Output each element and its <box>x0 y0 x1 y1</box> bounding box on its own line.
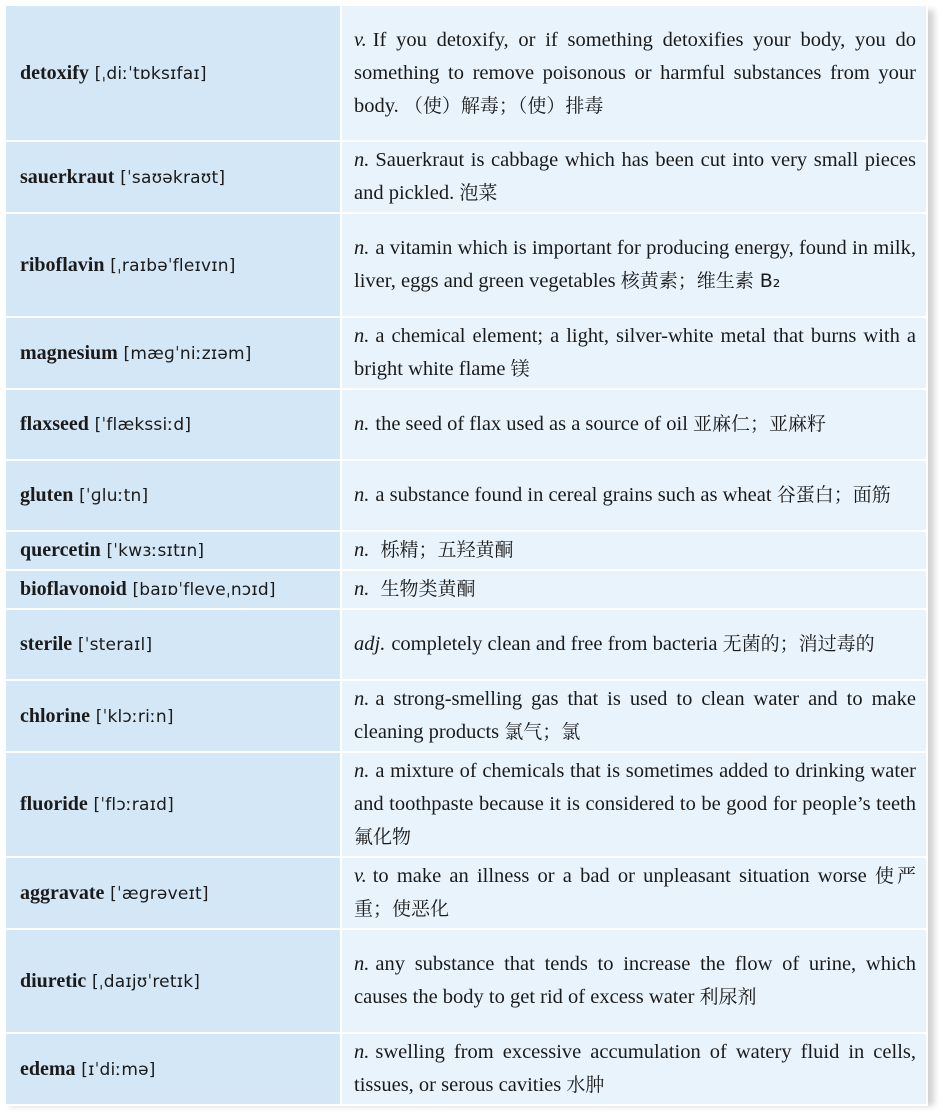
part-of-speech: n. <box>354 237 370 259</box>
term-word: aggravate <box>20 881 105 904</box>
part-of-speech: n. <box>354 953 370 975</box>
chinese-translation: 镁 <box>510 358 530 380</box>
vocabulary-table <box>4 4 928 1106</box>
term-cell <box>5 929 341 1033</box>
part-of-speech: n. <box>354 539 370 561</box>
part-of-speech: n. <box>354 413 370 435</box>
definition-text: If you detoxify, or if something detoxifies your body, you do something to remove poisonous or harmful substances from your body. <box>354 28 916 117</box>
term-word: quercetin <box>20 539 101 561</box>
table-row <box>5 857 927 929</box>
term-cell <box>5 389 341 460</box>
chinese-translation: 氯气；氯 <box>504 721 581 743</box>
term-word: riboflavin <box>20 253 105 276</box>
definition-text: to make an illness or a bad or unpleasant situation worse <box>372 865 867 887</box>
term-cell <box>5 680 341 752</box>
definition-text: completely clean and free from bacteria <box>391 633 718 655</box>
part-of-speech: n. <box>354 149 370 171</box>
term-cell <box>5 141 341 213</box>
term-word: sterile <box>20 633 73 655</box>
term-cell <box>5 531 341 570</box>
table-row <box>5 460 927 531</box>
chinese-translation: 泡菜 <box>459 182 498 204</box>
definition-cell <box>341 5 927 141</box>
definition-cell <box>341 857 927 929</box>
term-cell <box>5 570 341 609</box>
chinese-translation: 亚麻仁；亚麻籽 <box>693 413 827 435</box>
term-phonetic: [ˈkwɜːsɪtɪn] <box>106 541 205 561</box>
part-of-speech: n. <box>354 325 370 347</box>
term-word: gluten <box>20 484 74 506</box>
term-word: edema <box>20 1057 76 1080</box>
term-cell <box>5 213 341 317</box>
table-row <box>5 570 927 609</box>
term-phonetic: [ˈflɔːraɪd] <box>93 795 174 815</box>
table-row <box>5 141 927 213</box>
part-of-speech: n. <box>354 578 370 600</box>
term-word: detoxify <box>20 61 89 84</box>
definition-text: the seed of flax used as a source of oil <box>375 413 688 435</box>
chinese-translation: 核黄素；维生素 B₂ <box>620 270 781 292</box>
term-cell <box>5 752 341 857</box>
term-phonetic: [baɪɒˈfleveˌnɔɪd] <box>132 580 276 600</box>
term-phonetic: [ɪˈdiːmə] <box>81 1059 156 1080</box>
definition-cell <box>341 752 927 857</box>
chinese-translation: 栎精；五羟黄酮 <box>380 539 514 561</box>
term-word: bioflavonoid <box>20 578 127 600</box>
part-of-speech: n. <box>354 760 370 782</box>
term-cell <box>5 317 341 389</box>
chinese-translation: 使严重；使恶化 <box>354 865 916 920</box>
chinese-translation: 谷蛋白；面筋 <box>776 484 891 506</box>
definition-text: a vitamin which is important for producing energy, found in milk, liver, eggs and green vegetables <box>354 237 916 292</box>
term-cell <box>5 857 341 929</box>
table-row <box>5 5 927 141</box>
term-cell <box>5 1033 341 1105</box>
definition-text: a mixture of chemicals that is sometimes added to drinking water and toothpaste because it is considered to be good for people’s teeth <box>354 760 916 815</box>
table-row <box>5 531 927 570</box>
table-row <box>5 317 927 389</box>
term-cell <box>5 609 341 680</box>
part-of-speech: n. <box>354 1041 370 1063</box>
part-of-speech: v. <box>354 28 367 51</box>
term-word: magnesium <box>20 341 118 364</box>
term-phonetic: [ˈflækssiːd] <box>94 415 192 435</box>
term-word: fluoride <box>20 793 88 815</box>
table-row <box>5 1033 927 1105</box>
term-phonetic: [mæɡˈniːzɪəm] <box>123 343 252 364</box>
chinese-translation: 无菌的；消过毒的 <box>722 633 875 655</box>
definition-text: Sauerkraut is cabbage which has been cut into very small pieces and pickled. <box>354 149 916 204</box>
chinese-translation: 生物类黄酮 <box>380 578 476 600</box>
part-of-speech: n. <box>354 688 370 710</box>
table-row <box>5 680 927 752</box>
definition-text: a substance found in cereal grains such as wheat <box>375 484 772 506</box>
term-word: sauerkraut <box>20 165 115 188</box>
term-word: chlorine <box>20 704 90 727</box>
chinese-translation: 氟化物 <box>354 826 412 848</box>
table-row <box>5 752 927 857</box>
term-word: diuretic <box>20 969 87 992</box>
chinese-translation: （使）解毒；（使）排毒 <box>403 94 604 117</box>
chinese-translation: 利尿剂 <box>699 986 757 1008</box>
definition-cell <box>341 141 927 213</box>
table-row <box>5 609 927 680</box>
term-phonetic: [ˈæɡrəveɪt] <box>110 883 209 904</box>
definition-cell <box>341 929 927 1033</box>
definition-cell <box>341 213 927 317</box>
definition-text: a chemical element; a light, silver-white metal that burns with a bright white flame <box>354 325 916 380</box>
definition-text: any substance that tends to increase the flow of urine, which causes the body to get rid of excess water <box>354 953 916 1008</box>
part-of-speech: v. <box>354 865 367 887</box>
definition-cell <box>341 1033 927 1105</box>
definition-cell <box>341 609 927 680</box>
part-of-speech: adj. <box>354 633 386 655</box>
definition-cell <box>341 389 927 460</box>
definition-cell <box>341 460 927 531</box>
definition-cell <box>341 317 927 389</box>
term-cell <box>5 460 341 531</box>
part-of-speech: n. <box>354 484 370 506</box>
definition-text: swelling from excessive accumulation of watery fluid in cells, tissues, or serous cavities <box>354 1041 916 1096</box>
definition-cell <box>341 680 927 752</box>
definition-cell <box>341 570 927 609</box>
chinese-translation: 水肿 <box>566 1074 605 1096</box>
term-phonetic: [ˈklɔːriːn] <box>95 706 174 727</box>
term-cell <box>5 5 341 141</box>
term-phonetic: [ˌraɪbəˈfleɪvɪn] <box>110 255 236 276</box>
term-phonetic: [ˈsteraɪl] <box>77 635 153 655</box>
vocabulary-panel <box>4 4 928 1100</box>
term-phonetic: [ˈɡluːtn] <box>79 486 149 506</box>
definition-text: a strong-smelling gas that is used to clean water and to make cleaning products <box>354 688 916 743</box>
table-row <box>5 389 927 460</box>
table-row <box>5 929 927 1033</box>
term-word: flaxseed <box>20 413 89 435</box>
table-row <box>5 213 927 317</box>
term-phonetic: [ˌdaɪjʊˈretɪk] <box>92 971 201 992</box>
term-phonetic: [ˈsaʊəkraʊt] <box>120 167 226 188</box>
term-phonetic: [ˌdiːˈtɒksɪfaɪ] <box>94 63 207 84</box>
definition-cell <box>341 531 927 570</box>
